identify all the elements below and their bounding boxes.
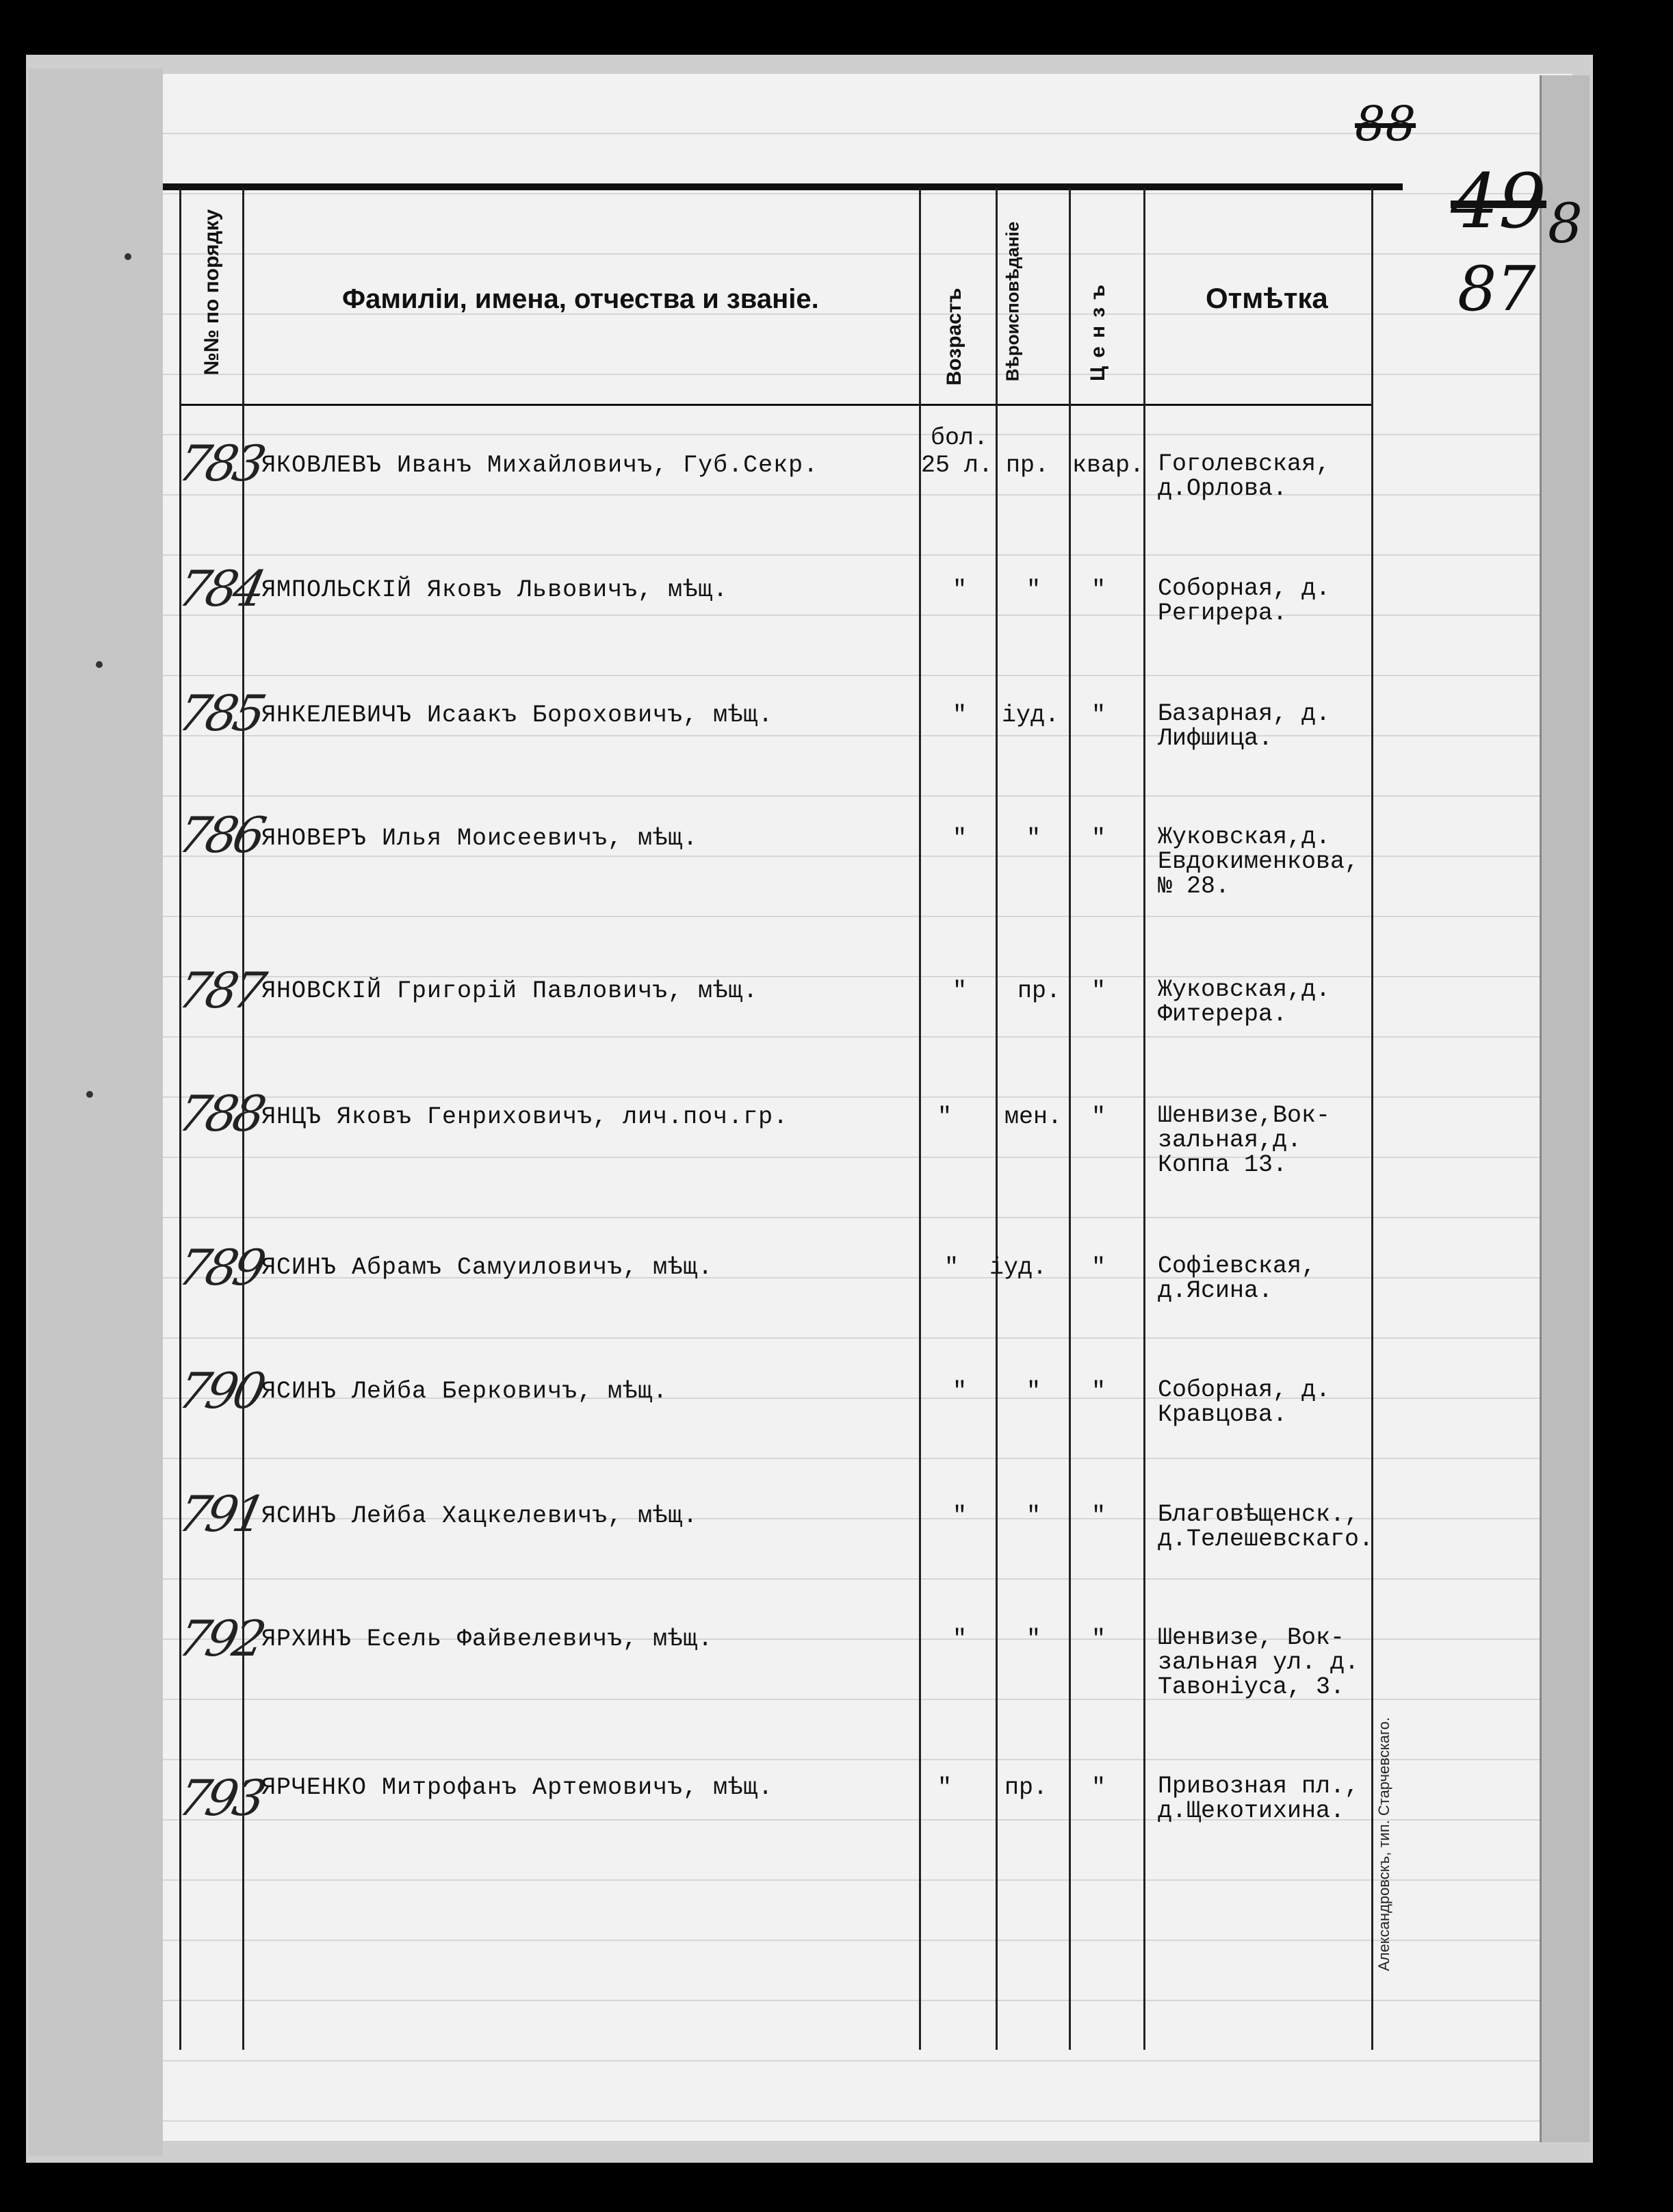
entry-faith: " <box>1026 1378 1041 1405</box>
page-number-struck: 88 <box>1355 96 1416 152</box>
entry-number: 786 <box>173 806 268 864</box>
entry-faith: " <box>1026 576 1041 604</box>
column-divider <box>996 188 998 2050</box>
entry-census: " <box>1091 1502 1106 1530</box>
entry-number: 787 <box>173 962 268 1019</box>
entry-name: ЯРЧЕНКО Митрофанъ Артемовичъ, мѣщ. <box>261 1774 774 1801</box>
remark-line: Жуковская,д. <box>1158 823 1331 851</box>
header-num: №№ по порядку <box>200 209 223 376</box>
entry-name: ЯМПОЛЬСКIЙ Яковъ Львовичъ, мѣщ. <box>261 576 729 604</box>
remark-line: Шенвизе, Вок- <box>1158 1624 1345 1651</box>
entry-age: " <box>952 1502 968 1530</box>
entry-age: " <box>937 1103 952 1131</box>
header-age: Возрастъ <box>943 287 965 386</box>
header-census: Цензъ <box>1087 276 1109 381</box>
entry-faith: " <box>1026 1625 1041 1653</box>
remark-line: № 28. <box>1158 873 1230 900</box>
remark-line: Лифшица. <box>1158 725 1273 752</box>
entry-name: ЯНОВЕРЪ Илья Моисеевичъ, мѣщ. <box>261 825 699 852</box>
entry-faith: " <box>1026 1502 1041 1530</box>
entry-name: ЯСИНЪ Лейба Хацкелевичъ, мѣщ. <box>261 1502 699 1530</box>
entry-name: ЯКОВЛЕВЪ Иванъ Михайловичъ, Губ.Секр. <box>261 452 819 479</box>
header-name: Фамиліи, имена, отчества и званіе. <box>342 284 819 314</box>
entry-remark <box>1158 1254 1316 1303</box>
remark-line: Софiевская, <box>1158 1252 1317 1280</box>
entry-remark <box>1158 1625 1359 1699</box>
binding-hole <box>125 253 131 260</box>
entry-age: " <box>952 977 968 1005</box>
entry-remark <box>1158 702 1330 751</box>
entry-number: 785 <box>173 684 268 742</box>
remark-line: зальная,д. <box>1158 1127 1302 1154</box>
entry-number: 789 <box>173 1239 268 1296</box>
remark-line: Привозная пл., <box>1158 1773 1360 1800</box>
entry-faith: пр. <box>1006 452 1050 479</box>
entry-census: " <box>1091 1103 1106 1131</box>
entry-age: " <box>944 1254 959 1281</box>
header-remark: Отмѣтка <box>1206 282 1328 314</box>
remark-line: Тавонiуса, 3. <box>1158 1673 1345 1701</box>
entry-number: 793 <box>173 1769 268 1827</box>
entry-census: " <box>1091 1774 1106 1801</box>
entry-name: ЯНЦЪ Яковъ Генриховичъ, лич.поч.гр. <box>261 1103 789 1131</box>
entry-number: 784 <box>173 560 268 617</box>
remark-line: Фитерера. <box>1158 1001 1288 1028</box>
entry-name: ЯРХИНЪ Есель Файвелевичъ, мѣщ. <box>261 1625 714 1653</box>
entry-remark <box>1158 977 1330 1027</box>
entry-number: 790 <box>173 1362 268 1419</box>
remark-line: Шенвизе,Вок- <box>1158 1102 1331 1129</box>
top-rule <box>163 183 1403 190</box>
entry-census: " <box>1091 977 1106 1005</box>
header-rule <box>179 404 1373 406</box>
entry-remark <box>1158 1774 1359 1823</box>
binding-strip <box>29 68 163 2156</box>
entry-age-qualifier: бол. <box>931 424 989 452</box>
entry-age: " <box>937 1774 952 1801</box>
remark-line: Благовѣщенск., <box>1158 1501 1360 1528</box>
entry-census: квар. <box>1072 452 1145 479</box>
entry-remark <box>1158 825 1359 899</box>
entry-faith: iуд. <box>989 1254 1048 1281</box>
entry-census: " <box>1091 576 1106 604</box>
entry-age: " <box>952 576 968 604</box>
entry-remark <box>1158 452 1330 501</box>
entry-census: " <box>1091 702 1106 729</box>
binding-hole <box>86 1091 93 1098</box>
page-number-side: 8 <box>1548 192 1583 255</box>
remark-line: Кравцова. <box>1158 1401 1288 1428</box>
remark-line: Соборная, д. <box>1158 575 1331 602</box>
entry-remark <box>1158 1502 1373 1552</box>
entry-remark <box>1158 1103 1330 1177</box>
printer-imprint: Александровскъ, тип. Старчевскаго. <box>1375 1717 1392 1971</box>
remark-line: Евдокименкова, <box>1158 848 1360 875</box>
entry-census: " <box>1091 1254 1106 1281</box>
remark-line: д.Щекотихина. <box>1158 1797 1345 1825</box>
binding-hole <box>96 661 103 668</box>
entry-name: ЯНОВСКIЙ Григорiй Павловичъ, мѣщ. <box>261 977 759 1005</box>
entry-faith: пр. <box>1017 977 1061 1005</box>
remark-line: Соборная, д. <box>1158 1376 1331 1404</box>
entry-age: " <box>952 702 968 729</box>
entry-census: " <box>1091 1625 1106 1653</box>
entry-age: " <box>952 1378 968 1405</box>
remark-line: Регирера. <box>1158 600 1288 627</box>
remark-line: д.Ясина. <box>1158 1277 1273 1304</box>
page-edge <box>1540 75 1590 2142</box>
remark-line: Базарная, д. <box>1158 700 1331 728</box>
remark-line: Жуковская,д. <box>1158 976 1331 1003</box>
entry-age: 25 л. <box>921 452 994 479</box>
remark-line: д.Телешевскаго. <box>1158 1526 1374 1553</box>
entry-remark <box>1158 1378 1330 1427</box>
entry-faith: пр. <box>1004 1774 1048 1801</box>
entry-age: " <box>952 825 968 852</box>
entry-number: 788 <box>173 1085 268 1142</box>
entry-census: " <box>1091 825 1106 852</box>
remark-line: Коппа 13. <box>1158 1151 1288 1179</box>
entry-faith: iуд. <box>1002 702 1060 729</box>
entry-age: " <box>952 1625 968 1653</box>
header-faith: Вѣроисповѣданіе <box>1002 221 1023 382</box>
table-border-right <box>1371 188 1373 2050</box>
page-number-current: 87 <box>1457 253 1536 325</box>
entry-number: 792 <box>173 1610 268 1667</box>
entry-number: 783 <box>173 435 268 492</box>
entry-faith: мен. <box>1004 1103 1063 1131</box>
page-number-old: 49 <box>1451 157 1546 245</box>
entry-name: ЯСИНЪ Абрамъ Самуиловичъ, мѣщ. <box>261 1254 714 1281</box>
remark-line: зальная ул. д. <box>1158 1649 1360 1676</box>
column-divider <box>1069 188 1071 2050</box>
entry-name: ЯНКЕЛЕВИЧЪ Исаакъ Бороховичъ, мѣщ. <box>261 702 774 729</box>
remark-line: Гоголевская, <box>1158 450 1331 478</box>
entry-name: ЯСИНЪ Лейба Берковичъ, мѣщ. <box>261 1378 669 1405</box>
entry-remark <box>1158 576 1330 626</box>
entry-faith: " <box>1026 825 1041 852</box>
remark-line: д.Орлова. <box>1158 475 1288 502</box>
entry-census: " <box>1091 1378 1106 1405</box>
entry-number: 791 <box>173 1485 268 1543</box>
